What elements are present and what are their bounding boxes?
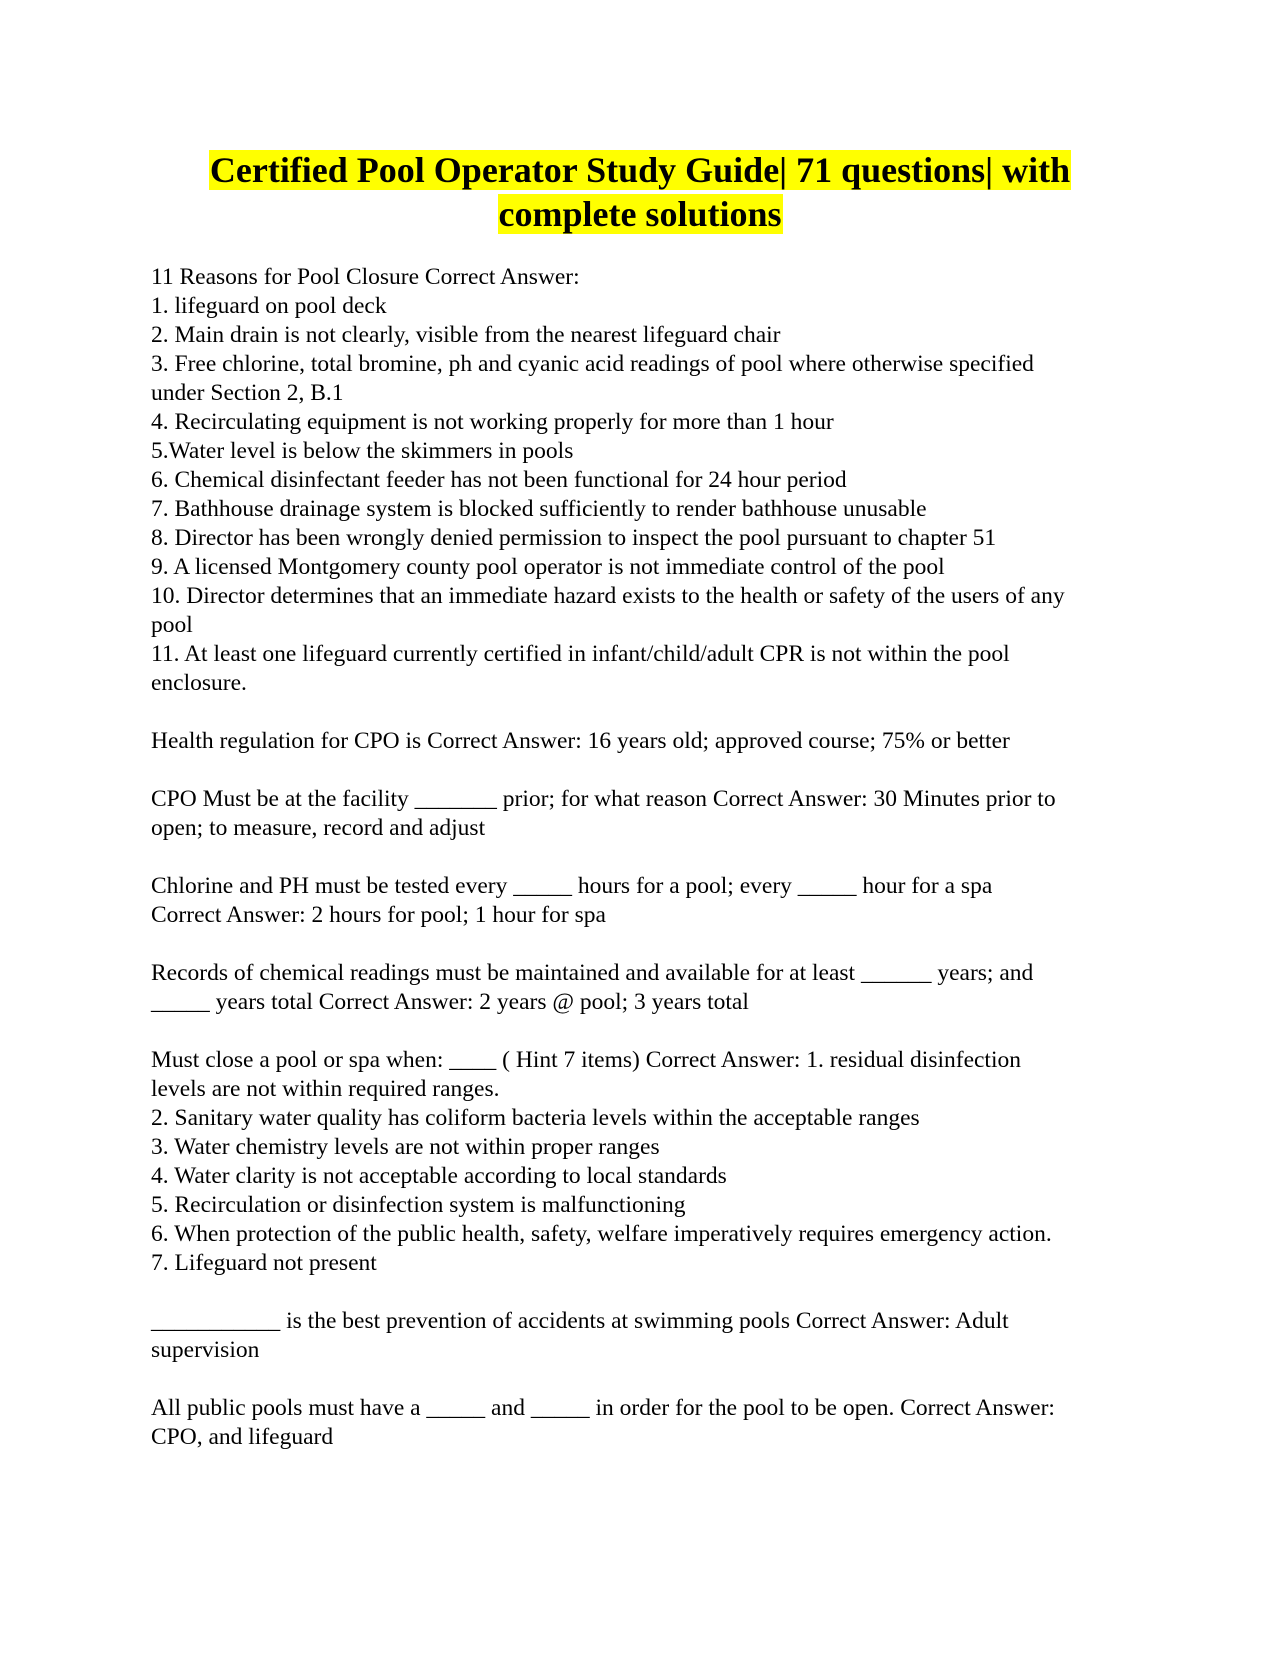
text-line: 5. Recirculation or disinfection system is malfunctioning [151,1192,686,1218]
text-line: 7. Lifeguard not present [151,1250,377,1276]
question-block [151,727,1136,756]
text-line: pool [151,612,193,638]
document-title [150,148,1130,236]
text-line: open; to measure, record and adjust [151,815,486,841]
text-line: 4. Recirculating equipment is not working properly for more than 1 hour [151,409,834,435]
question-block [151,872,1136,930]
question-block [151,1394,1136,1452]
text-line: enclosure. [151,670,247,696]
text-line: 6. When protection of the public health, safety, welfare imperatively requires emergency action. [151,1221,1052,1247]
text-line: 2. Main drain is not clearly, visible from the nearest lifeguard chair [151,322,781,348]
text-line: 11. At least one lifeguard currently certified in infant/child/adult CPR is not within the pool [151,641,1010,667]
title-line-2: complete solutions [498,194,782,234]
text-line: 5.Water level is below the skimmers in pools [151,438,574,464]
question-block [151,959,1136,1017]
text-line: levels are not within required ranges. [151,1076,500,1102]
question-block [151,1046,1136,1278]
text-line: 7. Bathhouse drainage system is blocked sufficiently to render bathhouse unusable [151,496,927,522]
text-line: under Section 2, B.1 [151,380,344,406]
paragraph-gap [151,1365,1136,1394]
text-line: 1. lifeguard on pool deck [151,293,387,319]
paragraph-gap [151,930,1136,959]
text-line: supervision [151,1337,260,1363]
text-line: 11 Reasons for Pool Closure Correct Answer: [151,264,580,290]
text-line: 10. Director determines that an immediate hazard exists to the health or safety of the users of any [151,583,1065,609]
text-line: ___________ is the best prevention of accidents at swimming pools Correct Answer: Adult [151,1308,1009,1334]
text-line: _____ years total Correct Answer: 2 years @ pool; 3 years total [151,989,749,1015]
paragraph-gap [151,1017,1136,1046]
question-block [151,263,1136,698]
paragraph-gap [151,698,1136,727]
text-line: Correct Answer: 2 hours for pool; 1 hour for spa [151,902,606,928]
text-line: Must close a pool or spa when: ____ ( Hint 7 items) Correct Answer: 1. residual disinfection [151,1047,1021,1073]
title-line-1: Certified Pool Operator Study Guide| 71 questions| with [209,150,1071,190]
paragraph-gap [151,756,1136,785]
paragraph-gap [151,1278,1136,1307]
text-line: 9. A licensed Montgomery county pool operator is not immediate control of the pool [151,554,945,580]
paragraph-gap [151,843,1136,872]
text-line: Chlorine and PH must be tested every _____ hours for a pool; every _____ hour for a spa [151,873,993,899]
text-line: Health regulation for CPO is Correct Answer: 16 years old; approved course; 75% or better [151,728,1010,754]
text-line: All public pools must have a _____ and _____ in order for the pool to be open. Correct Answer: [151,1395,1055,1421]
text-line: 3. Free chlorine, total bromine, ph and cyanic acid readings of pool where otherwise specified [151,351,1034,377]
text-line: 4. Water clarity is not acceptable according to local standards [151,1163,727,1189]
text-line: 6. Chemical disinfectant feeder has not been functional for 24 hour period [151,467,847,493]
document-body [151,263,1136,1452]
text-line: 3. Water chemistry levels are not within proper ranges [151,1134,660,1160]
text-line: CPO, and lifeguard [151,1424,334,1450]
question-block [151,785,1136,843]
text-line: CPO Must be at the facility _______ prior; for what reason Correct Answer: 30 Minutes prior to [151,786,1056,812]
text-line: 8. Director has been wrongly denied permission to inspect the pool pursuant to chapter 51 [151,525,997,551]
text-line: Records of chemical readings must be maintained and available for at least ______ years; and [151,960,1034,986]
text-line: 2. Sanitary water quality has coliform bacteria levels within the acceptable ranges [151,1105,920,1131]
question-block [151,1307,1136,1365]
